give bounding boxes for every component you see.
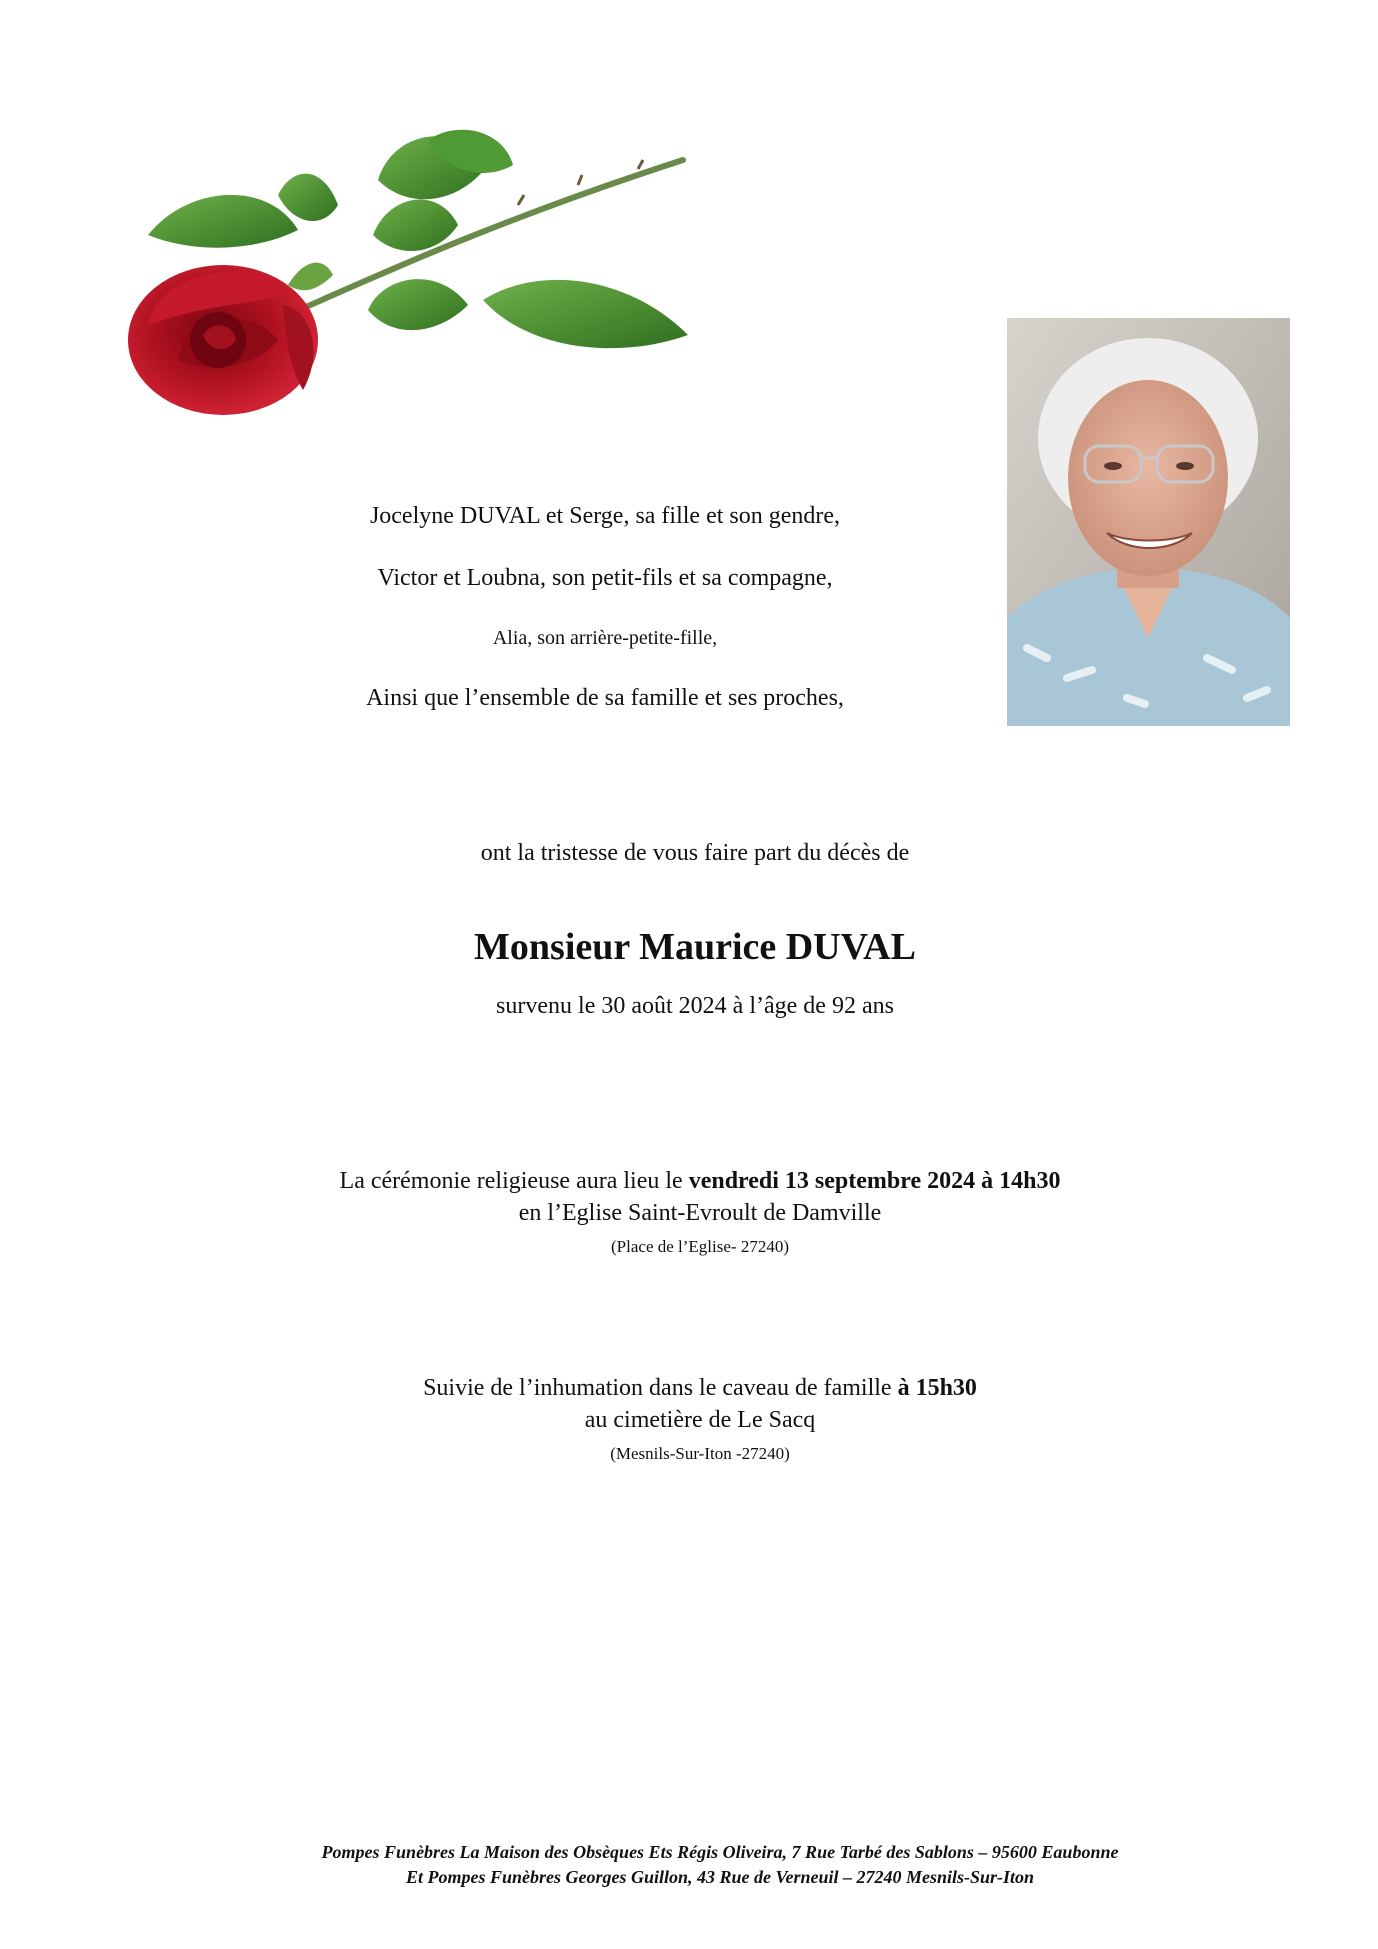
family-line-2: Victor et Loubna, son petit-fils et sa compagne, — [377, 565, 833, 591]
ceremony-datetime: vendredi 13 septembre 2024 à 14h30 — [688, 1168, 1061, 1194]
burial-location: au cimetière de Le Sacq — [584, 1407, 816, 1433]
burial-intro-line — [250, 1375, 1150, 1402]
burial-address: (Mesnils-Sur-Iton -27240) — [610, 1444, 790, 1463]
ceremony-address: (Place de l’Eglise- 27240) — [611, 1237, 789, 1256]
burial-intro: Suivie de l’inhumation dans le caveau de famille — [423, 1375, 898, 1401]
ceremony-location: en l’Eglise Saint-Evroult de Damville — [518, 1200, 882, 1226]
ceremony-intro: La cérémonie religieuse aura lieu le — [339, 1168, 689, 1194]
family-line-1: Jocelyne DUVAL et Serge, sa fille et son gendre, — [369, 503, 841, 529]
ceremony-intro-line — [200, 1168, 1200, 1195]
deceased-name: Monsieur Maurice DUVAL — [474, 926, 916, 968]
family-line-3: Alia, son arrière-petite-fille, — [492, 627, 718, 649]
rose-illustration — [118, 125, 693, 430]
footer-funeral-home-1: Pompes Funèbres La Maison des Obsèques Ets Régis Oliveira, 7 Rue Tarbé des Sablons – 95600 Eaubonne — [321, 1842, 1119, 1862]
family-line-4: Ainsi que l’ensemble de sa famille et ses proches, — [366, 685, 844, 711]
announcement-text: ont la tristesse de vous faire part du décès de — [480, 840, 910, 866]
deceased-date-line: survenu le 30 août 2024 à l’âge de 92 ans — [496, 993, 894, 1019]
portrait-photo — [1007, 318, 1290, 726]
burial-time: à 15h30 — [897, 1375, 977, 1401]
footer-funeral-home-2: Et Pompes Funèbres Georges Guillon, 43 Rue de Verneuil – 27240 Mesnils-Sur-Iton — [405, 1867, 1035, 1887]
